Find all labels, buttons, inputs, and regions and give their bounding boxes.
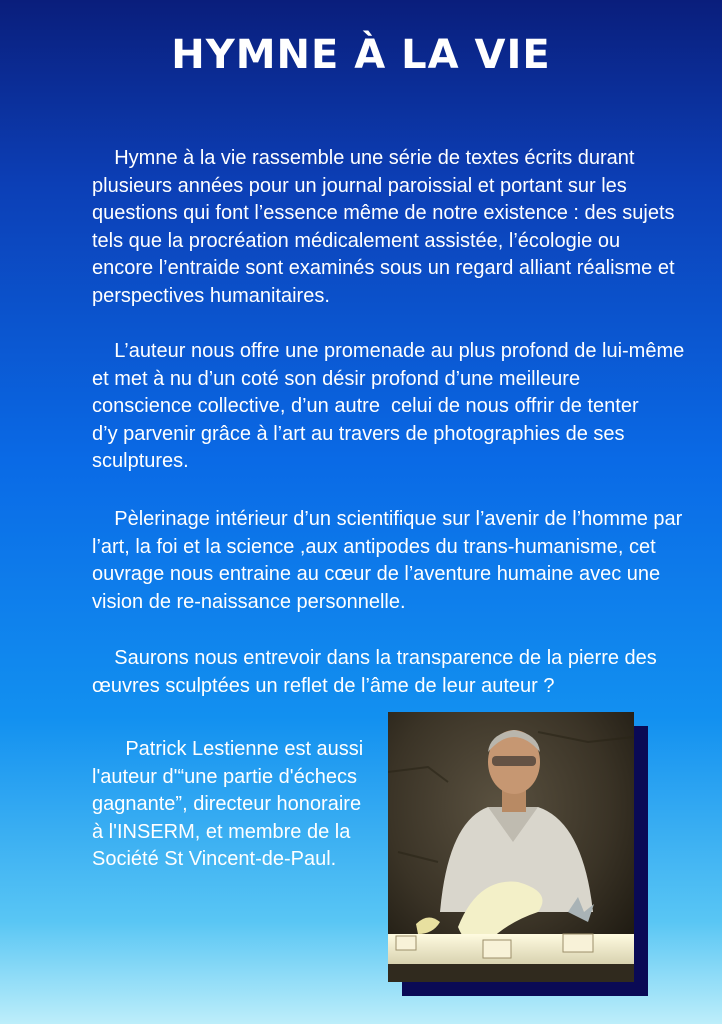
text-line: perspectives humanitaires. [92, 284, 330, 307]
text-line: Pèlerinage intérieur d’un scientifique sur l’avenir de l’homme par [92, 508, 683, 530]
text-line: gagnante”, directeur honoraire [92, 793, 362, 815]
author-bio [92, 736, 382, 874]
page-title: HYMNE À LA VIE [171, 32, 551, 78]
text-line: l’art, la foi et la science ,aux antipodes du trans-humanisme, cet [92, 535, 656, 558]
text-line: plusieurs années pour un journal paroissial et portant sur les [92, 174, 627, 197]
text-line: questions qui font l’essence même de notre existence : des sujets [92, 202, 675, 224]
text-line: tels que la procréation médicalement assistée, l’écologie ou [92, 229, 621, 252]
text-line: encore l’entraide sont examinés sous un regard alliant réalisme et [92, 257, 675, 279]
intro-paragraph [92, 145, 702, 310]
text-line: vision de re-naissance personnelle. [92, 590, 406, 613]
text-line: et met à nu d’un coté son désir profond d’une meilleure [92, 367, 581, 390]
text-line: Patrick Lestienne est aussi [92, 738, 364, 760]
text-line: d’y parvenir grâce à l’art au travers de photographies de ses [92, 422, 625, 445]
text-line: œuvres sculptées un reflet de l’âme de leur auteur ? [92, 674, 555, 697]
text-line: à l'INSERM, et membre de la [92, 820, 351, 843]
author-paragraph [92, 338, 702, 476]
text-line: conscience collective, d’un autre celui de nous offrir de tenter [92, 395, 639, 417]
pilgrimage-paragraph [92, 506, 702, 616]
text-line: Saurons nous entrevoir dans la transparence de la pierre des [92, 647, 657, 669]
text-line: Hymne à la vie rassemble une série de textes écrits durant [92, 147, 635, 169]
text-line: L’auteur nous offre une promenade au plus profond de lui-même [92, 340, 685, 362]
text-line: ouvrage nous entraine au cœur de l’aventure humaine avec une [92, 563, 661, 585]
text-line: Société St Vincent-de-Paul. [92, 848, 337, 870]
question-paragraph [92, 645, 702, 700]
text-line: l'auteur d'“une partie d'échecs [92, 765, 357, 788]
text-line: sculptures. [92, 450, 189, 472]
author-photo [388, 712, 634, 982]
